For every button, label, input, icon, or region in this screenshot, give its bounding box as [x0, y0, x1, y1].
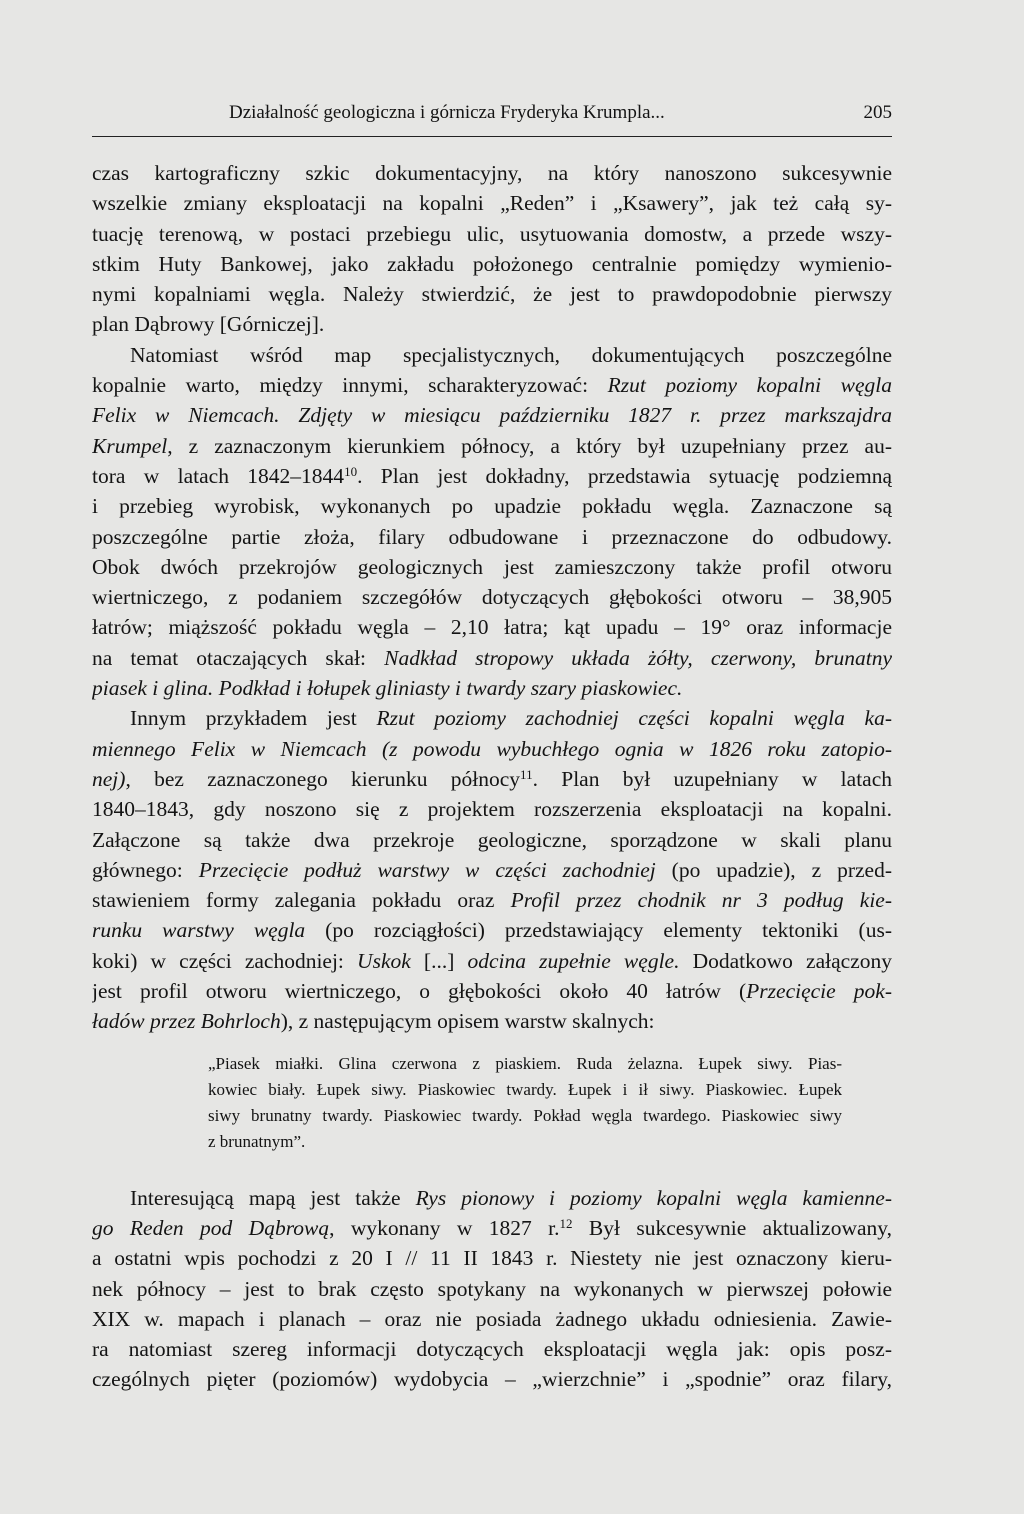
- text-line: [92, 643, 892, 673]
- text-line: wiertniczego, z podaniem szczegółów dotyczących głębokości otworu – 38,905: [92, 585, 892, 610]
- text-segment: tora w latach 1842–1844: [92, 463, 345, 488]
- text-line: Obok dwóch przekrojów geologicznych jest zamieszczony także profil otworu: [92, 554, 892, 579]
- text-line: [92, 673, 892, 703]
- text-segment: Był sukcesywnie aktualizowany,: [572, 1215, 892, 1240]
- text-segment: (po rozciągłości) przedstawiający elementy tektoniki (us-: [305, 918, 892, 943]
- text-segment: (po upadzie), z przed-: [655, 857, 892, 882]
- text-line: [92, 400, 892, 430]
- text-segment: głównego:: [92, 857, 199, 882]
- text-segment: [...]: [410, 948, 468, 973]
- block-quote: [92, 1051, 892, 1155]
- map-title: Rys pionowy i poziomy kopalni węgla kamienne-: [415, 1185, 892, 1210]
- quote-line: z brunatnym”.: [208, 1131, 306, 1151]
- text-line: nymi kopalniami węgla. Należy stwierdzić, że jest to prawdopodobnie pierwszy: [92, 282, 892, 307]
- text-line: [92, 976, 892, 1006]
- footnote-ref: 12: [559, 1215, 573, 1231]
- text-line: [92, 885, 892, 915]
- text-line: [92, 1213, 892, 1243]
- map-title: Rzut poziomy kopalni węgla: [607, 373, 892, 398]
- text-line: wszelkie zmiany eksploatacji na kopalni „Reden” i „Ksawery”, jak też całą sy-: [92, 191, 892, 216]
- text-segment: , wykonany w 1827 r.: [329, 1215, 560, 1240]
- quoted-text: odcina zupełnie węgle.: [467, 948, 680, 973]
- text-line: ra natomiast szereg informacji dotyczących eksploatacji węgla jak: opis posz-: [92, 1337, 892, 1362]
- text-line: [92, 1006, 892, 1036]
- text-line: tuację terenową, w postaci przebiegu ulic, usytuowania domostw, a przede wszy-: [92, 221, 892, 246]
- body-text: [92, 158, 892, 1395]
- text-line: Natomiast wśród map specjalistycznych, dokumentujących poszczególne: [130, 342, 892, 367]
- text-line: [92, 915, 892, 945]
- quote-line: „Piasek miałki. Glina czerwona z piaskiem. Ruda żelazna. Łupek siwy. Pias-: [208, 1053, 842, 1073]
- text-line: [92, 1183, 892, 1213]
- text-line: [92, 764, 892, 794]
- text-segment: , z zaznaczonym kierunkiem północy, a który był uzupełniany przez au-: [167, 433, 892, 458]
- text-segment: koki) w części zachodniej:: [92, 948, 358, 973]
- text-line: a ostatni wpis pochodzi z 20 I // 11 II 1843 r. Niestety nie jest oznaczony kieru-: [92, 1246, 892, 1271]
- text-segment: , bez zaznaczonego kierunku północy: [125, 766, 521, 791]
- page-number: 205: [863, 102, 892, 123]
- text-segment: Interesującą mapą jest także: [130, 1185, 416, 1210]
- text-line: nek północy – jest to brak często spotykany na wykonanych w pierwszej połowie: [92, 1276, 892, 1301]
- quoted-text: piasek i glina. Podkład i łołupek gliniasty i twardy szary piaskowiec.: [92, 676, 683, 701]
- section-title: Przecięcie podłuż warstwy w części zachodniej: [198, 857, 656, 882]
- text-line: [92, 734, 892, 764]
- text-segment: . Plan był uzupełniany w latach: [532, 766, 892, 791]
- text-line: stkim Huty Bankowej, jako zakładu położonego centralnie pomiędzy wymienio-: [92, 251, 892, 276]
- map-title: Krumpel: [92, 433, 168, 458]
- text-line: [92, 703, 892, 733]
- map-title: miennego Felix w Niemcach (z powodu wybuchłego ognia w 1826 roku zatopio-: [92, 736, 892, 761]
- running-title: Działalność geologiczna i górnicza Fryderyka Krumpla...: [229, 102, 665, 123]
- map-title: nej): [92, 766, 126, 791]
- quoted-text: Uskok: [357, 948, 411, 973]
- section-title: runku warstwy węgla: [92, 918, 306, 943]
- text-line: łatrów; miąższość pokładu węgla – 2,10 łatra; kąt upadu – 19° oraz informacje: [92, 615, 892, 640]
- map-title: Felix w Niemcach. Zdjęty w miesiącu październiku 1827 r. przez markszajdra: [92, 403, 892, 428]
- text-line: czególnych pięter (poziomów) wydobycia – „wierzchnie” i „spodnie” oraz filary,: [92, 1367, 892, 1392]
- text-segment: jest profil otworu wiertniczego, o głębokości około 40 łatrów (: [92, 979, 747, 1004]
- footnote-ref: 11: [520, 766, 533, 782]
- running-header: [92, 102, 892, 137]
- footnote-ref: 10: [344, 463, 358, 479]
- text-line: czas kartograficzny szkic dokumentacyjny, na który nanoszono sukcesywnie: [92, 161, 892, 185]
- section-title: ładów przez Bohrloch: [92, 1009, 281, 1034]
- section-title: Przecięcie pok-: [746, 979, 892, 1004]
- text-segment: . Plan jest dokładny, przedstawia sytuację podziemną: [357, 463, 892, 488]
- text-line: poszczególne partie złoża, filary odbudowane i przeznaczone do odbudowy.: [92, 524, 892, 549]
- quote-line: siwy brunatny twardy. Piaskowiec twardy. Pokład węgla twardego. Piaskowiec siwy: [208, 1105, 842, 1125]
- text-line: i przebieg wyrobisk, wykonanych po upadzie pokładu węgla. Zaznaczone są: [92, 494, 892, 519]
- text-line: plan Dąbrowy [Górniczej].: [92, 312, 325, 337]
- text-segment: ), z następującym opisem warstw skalnych:: [280, 1009, 655, 1034]
- text-line: 1840–1843, gdy noszono się z projektem rozszerzenia eksploatacji na kopalni.: [92, 797, 892, 822]
- text-segment: na temat otaczających skał:: [92, 645, 385, 670]
- text-line: [92, 370, 892, 400]
- section-title: Profil przez chodnik nr 3 podług kie-: [510, 888, 892, 913]
- spacer: [92, 1155, 892, 1183]
- text-line: [92, 946, 892, 976]
- text-segment: stawieniem formy zalegania pokładu oraz: [92, 888, 511, 913]
- map-title: go Reden pod Dąbrową: [92, 1215, 330, 1240]
- quoted-text: Nadkład stropowy układa żółty, czerwony, brunatny: [384, 645, 892, 670]
- text-line: [92, 855, 892, 885]
- spacer: [92, 1037, 892, 1051]
- text-line: XIX w. mapach i planach – oraz nie posiada żadnego układu odniesienia. Zawie-: [92, 1306, 892, 1331]
- text-line: Załączone są także dwa przekroje geologiczne, sporządzone w skali planu: [92, 827, 892, 852]
- text-line: [92, 461, 892, 491]
- quote-line: kowiec biały. Łupek siwy. Piaskowiec twardy. Łupek i ił siwy. Piaskowiec. Łupek: [208, 1079, 842, 1099]
- map-title: Rzut poziomy zachodniej części kopalni węgla ka-: [376, 706, 892, 731]
- text-segment: Dodatkowo załączony: [679, 948, 892, 973]
- text-segment: kopalnie warto, między innymi, scharakteryzować:: [92, 373, 608, 398]
- text-line: [92, 431, 892, 461]
- text-segment: Innym przykładem jest: [130, 706, 377, 731]
